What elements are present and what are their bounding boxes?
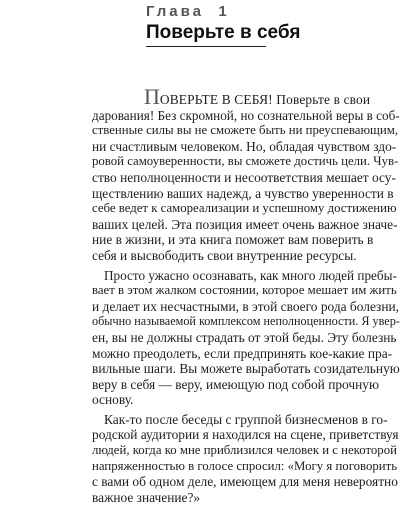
paragraph-1-line: ни счастливым человеком. Но, обладая чувством здо- <box>92 138 397 154</box>
paragraph-1-line: ваших целей. Эта позиция имеет очень важное значе- <box>92 216 398 232</box>
paragraph-2-line: можно преодолеть, если предпринять кое-какие пра- <box>92 345 393 361</box>
paragraph-1-line: себя и высвободить свои внутренние ресурсы. <box>92 247 357 263</box>
chapter-title-rule <box>146 46 266 47</box>
paragraph-1-line: ственные силы вы не сможете быть ни преуспевающим, <box>92 123 399 138</box>
paragraph-2-line: вильные шаги. Вы можете выработать созидательную <box>92 361 400 377</box>
chapter-body <box>92 84 400 505</box>
paragraph-1-line: ровой самоуверенности, вы сможете достичь цели. Чув- <box>92 154 399 169</box>
paragraph-2-line: обычно называемой комплексом неполноценности. Я увер- <box>92 314 400 329</box>
paragraph-2-line: и делает их несчастными, в этой своего рода болезни, <box>92 298 400 314</box>
paragraph-3-line: с вами об одном деле, имеющем для меня невероятно <box>92 474 398 490</box>
paragraph-1-line: дарования! Без скромной, но сознательной веры в соб- <box>92 107 400 123</box>
paragraph-1-line: ство неполноценности и несоответствия мешает осу- <box>92 169 396 185</box>
initial-letter: П <box>144 84 160 109</box>
paragraph-1-line <box>92 84 400 109</box>
paragraph-2-line: основу. <box>92 392 134 408</box>
paragraph-3-line: родской аудитории я находился на сцене, приветствуя <box>92 427 399 443</box>
chapter-title: Поверьте в себя <box>146 22 301 43</box>
paragraph-3-line: Как-то после беседы с группой бизнесменов в го- <box>104 411 388 427</box>
paragraph-3-line: важное значение?» <box>92 489 201 505</box>
paragraph-3-line: напряженностью в голосе спросил: «Могу я поговорить <box>92 458 398 473</box>
paragraph-1-line: ние в жизни, и эта книга поможет вам поверить в <box>92 232 374 248</box>
paragraph-1-text: ОВЕРЬТЕ В СЕБЯ! Поверьте в свои <box>159 92 371 107</box>
paragraph-2-line: веру в себя — веру, имеющую под собой прочную <box>92 376 380 392</box>
paragraph-2-line: вает в этом жалком состоянии, которое мешает им жить <box>92 283 397 298</box>
paragraph-3-line: людей, когда ко мне приблизился человек и с некоторой <box>92 443 397 458</box>
paragraph-2-line: Просто ужасно осознавать, как много людей пребы- <box>104 267 397 283</box>
paragraph-1-line: себе ведет к самореализации и успешному достижению <box>92 201 397 216</box>
paragraph-1-line: ществлению ваших надежд, а чувство уверенности в <box>92 185 394 201</box>
chapter-label: Глава 1 <box>146 3 230 20</box>
paragraph-2-line: ен, вы не должны страдать от этой беды. Эту болезнь <box>92 329 397 345</box>
